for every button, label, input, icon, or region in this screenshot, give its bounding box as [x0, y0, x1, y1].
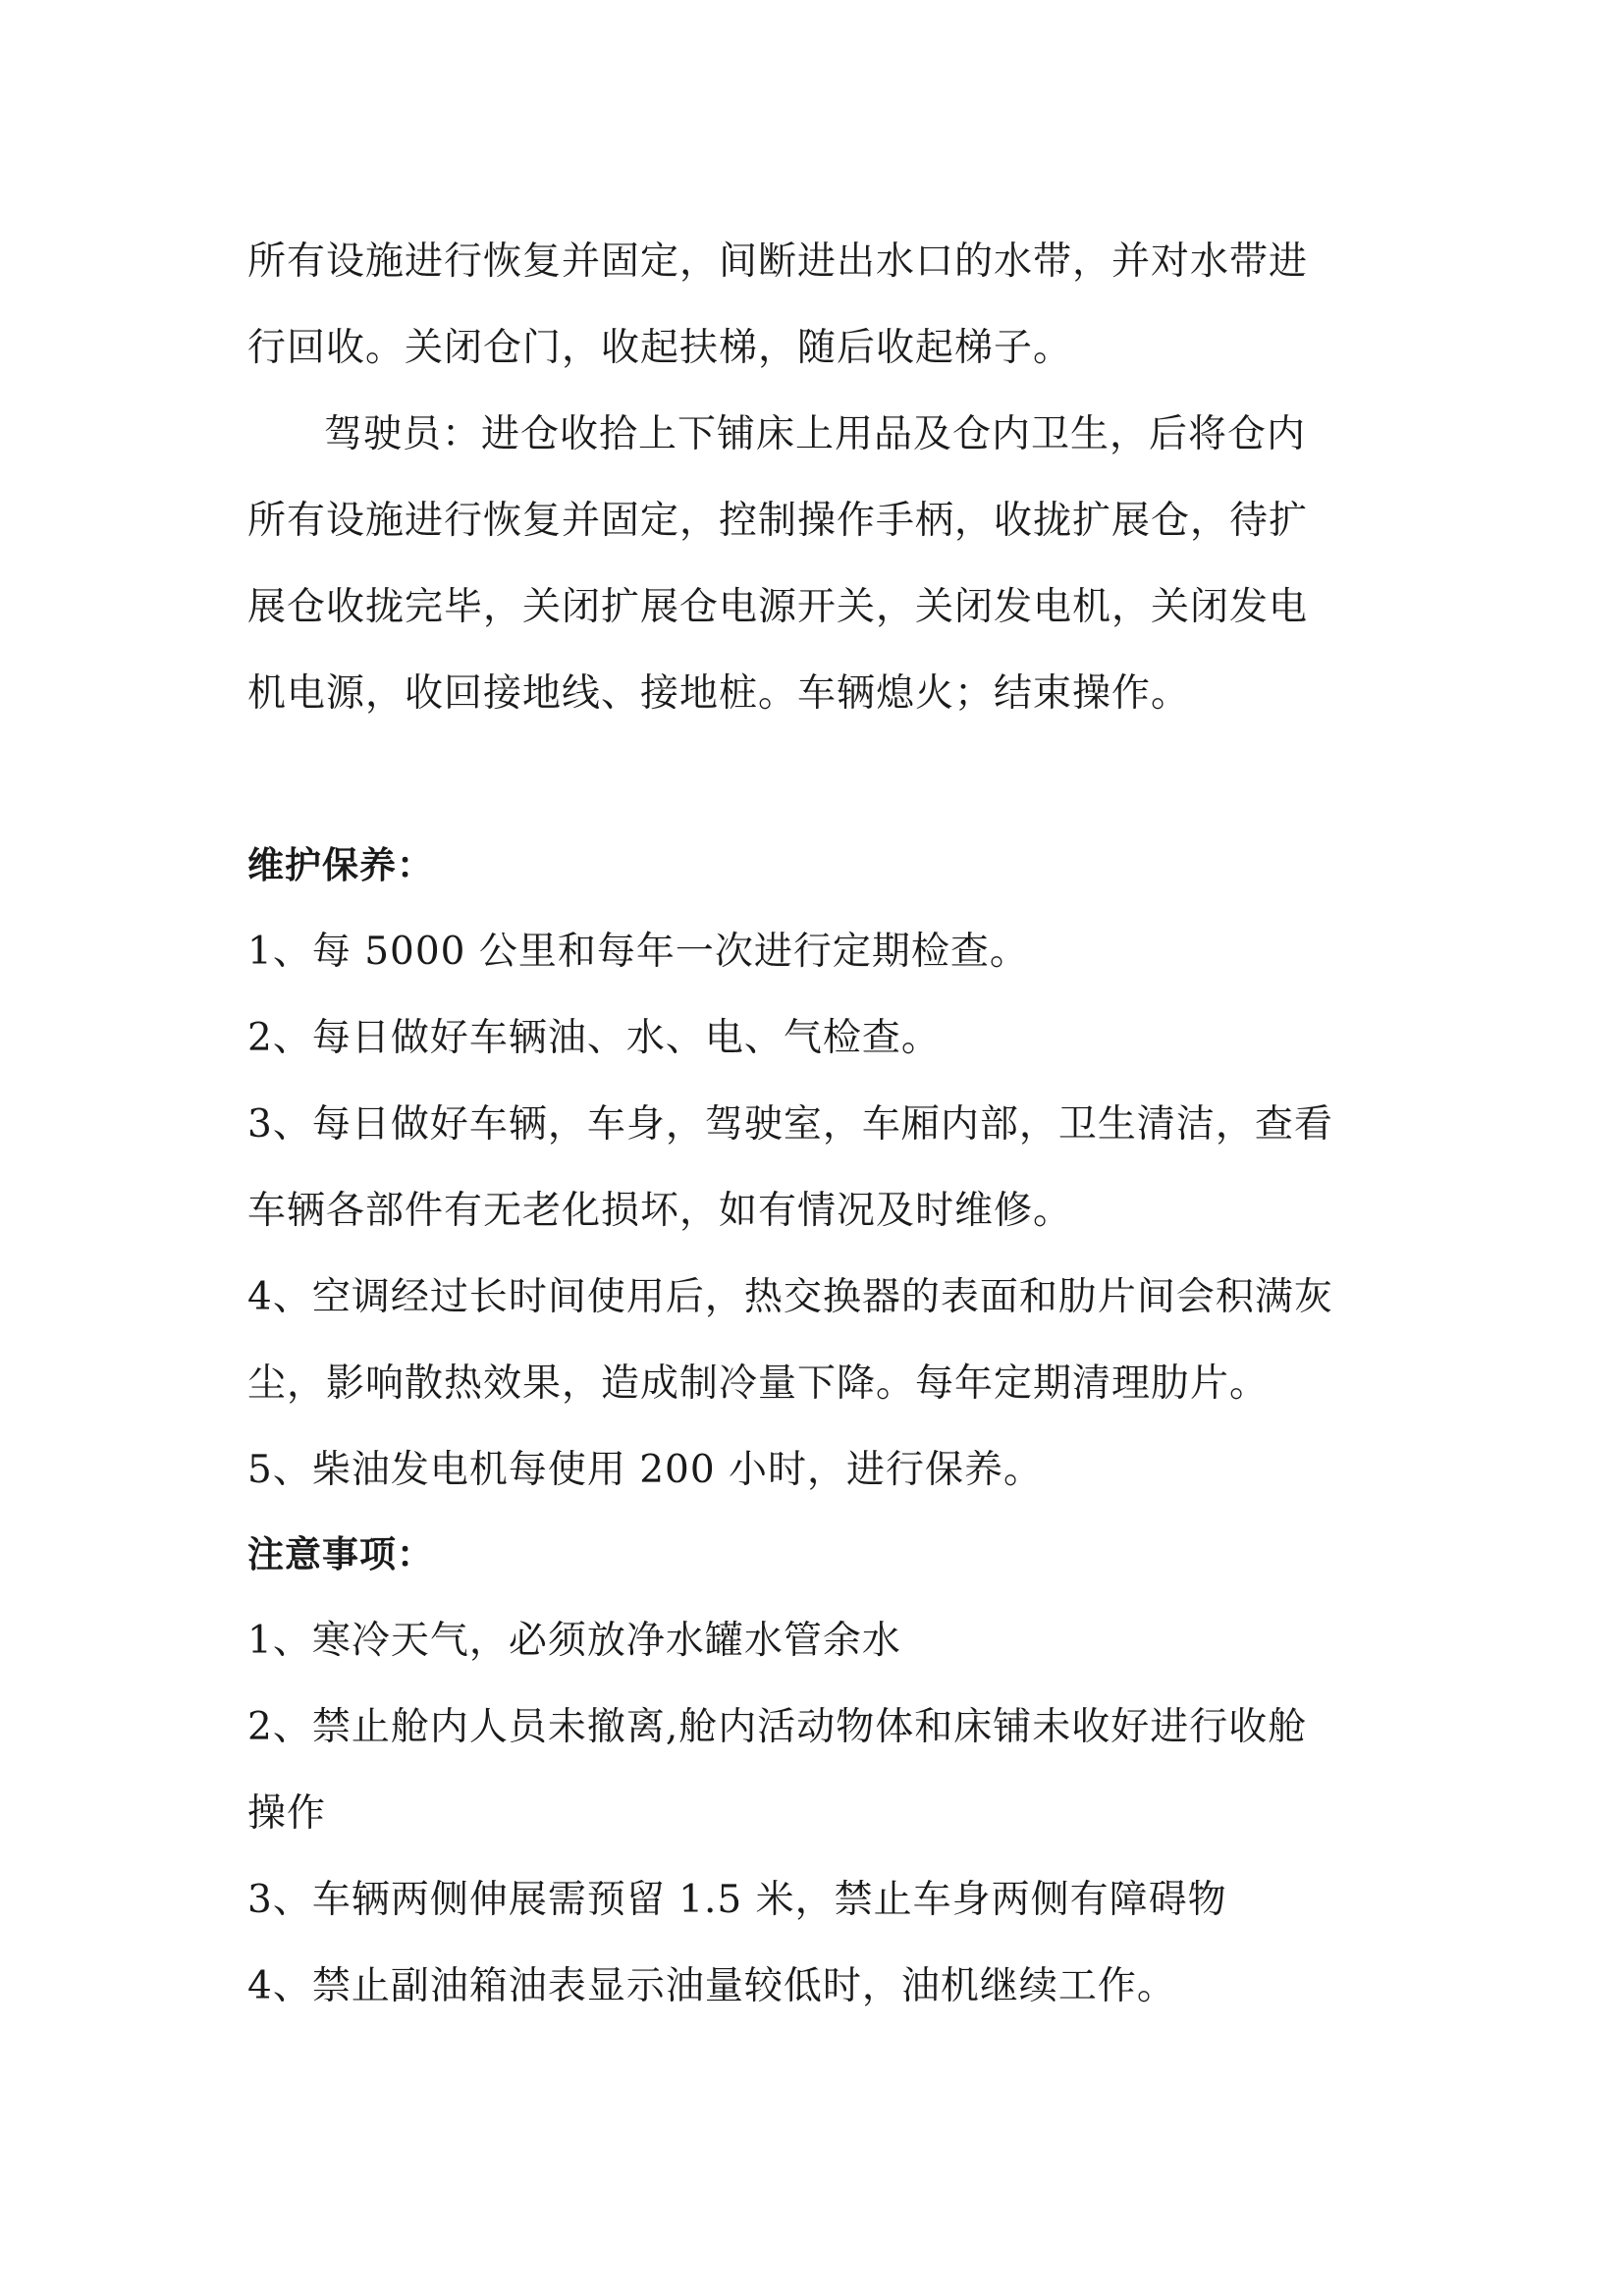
- paragraph-2-line-3: 展仓收拢完毕，关闭扩展仓电源开关，关闭发电机，关闭发电: [247, 585, 1309, 629]
- maintenance-item-3-cont: 车辆各部件有无老化损坏，如有情况及时维修。: [247, 1189, 1073, 1233]
- maintenance-item-5: 5、柴油发电机每使用 200 小时，进行保养。: [247, 1448, 1044, 1492]
- precautions-item-2-cont: 操作: [247, 1791, 327, 1836]
- precautions-item-1: 1、寒冷天气，必须放净水罐水管余水: [247, 1619, 901, 1663]
- precautions-item-2: 2、禁止舱内人员未撤离,舱内活动物体和床铺未收好进行收舱: [247, 1705, 1308, 1749]
- paragraph-1-line-2: 行回收。关闭仓门，收起扶梯，随后收起梯子。: [247, 326, 1073, 370]
- maintenance-heading: 维护保养：: [247, 844, 434, 886]
- precautions-item-4: 4、禁止副油箱油表显示油量较低时，油机继续工作。: [247, 1964, 1176, 2008]
- precautions-item-3: 3、车辆两侧伸展需预留 1.5 米，禁止车身两侧有障碍物: [247, 1878, 1227, 1922]
- paragraph-1-line-1: 所有设施进行恢复并固定，间断进出水口的水带，并对水带进: [247, 240, 1309, 284]
- maintenance-item-4: 4、空调经过长时间使用后，热交换器的表面和肋片间会积满灰: [247, 1275, 1333, 1319]
- paragraph-2-line-2: 所有设施进行恢复并固定，控制操作手柄，收拢扩展仓，待扩: [247, 499, 1309, 543]
- maintenance-item-3: 3、每日做好车辆，车身，驾驶室，车厢内部，卫生清洁，查看: [247, 1102, 1333, 1147]
- paragraph-2-line-4: 机电源，收回接地线、接地桩。车辆熄火；结束操作。: [247, 671, 1191, 716]
- paragraph-2-line-1: 驾驶员：进仓收拾上下铺床上用品及仓内卫生，后将仓内: [324, 412, 1307, 456]
- maintenance-item-2: 2、每日做好车辆油、水、电、气检查。: [247, 1016, 941, 1060]
- precautions-heading: 注意事项：: [247, 1533, 434, 1575]
- maintenance-item-4-cont: 尘，影响散热效果，造成制冷量下降。每年定期清理肋片。: [247, 1362, 1270, 1406]
- maintenance-item-1: 1、每 5000 公里和每年一次进行定期检查。: [247, 930, 1029, 974]
